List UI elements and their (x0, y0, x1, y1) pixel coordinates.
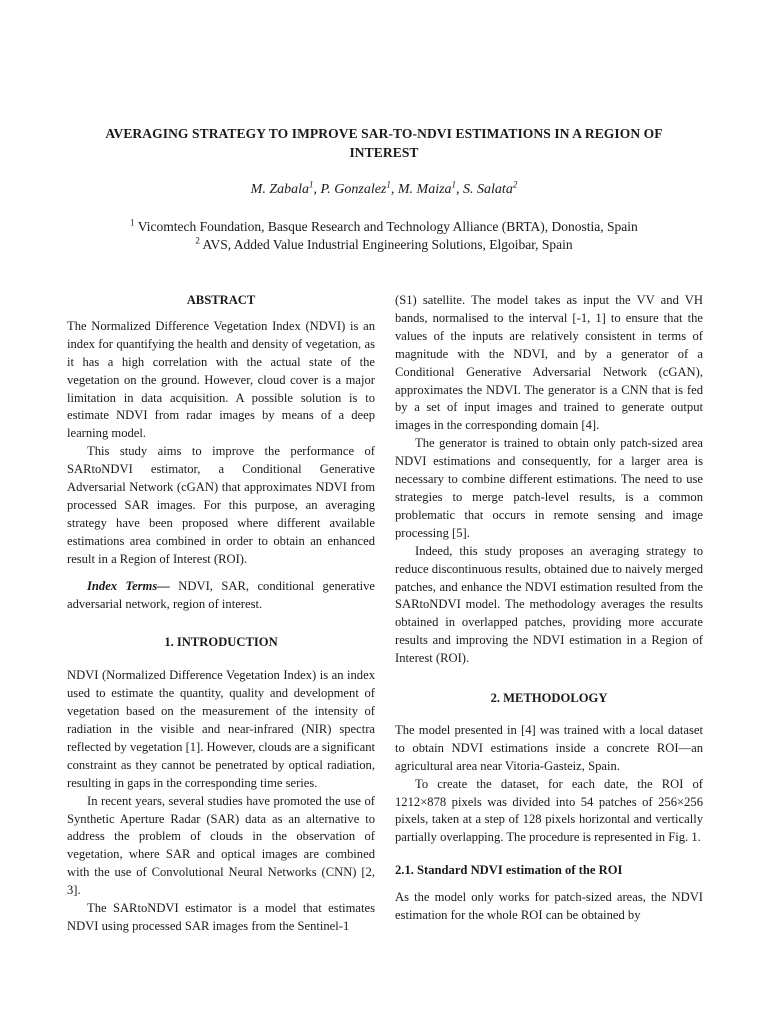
methodology-paragraph-2: To create the dataset, for each date, the ROI of 1212×878 pixels was divided into 54 patches of 256×256 pixels, taken at a step of 128 pixels horizontal and vertically partially overlapping. The procedure is represented in Fig. 1. (395, 776, 703, 845)
author: M. Maiza$^1$, (397, 179, 464, 197)
introduction-heading: 1. INTRODUCTION (164, 635, 278, 650)
left-column (67, 292, 375, 936)
affiliation-list (60, 218, 708, 254)
abstract-heading: ABSTRACT (186, 293, 256, 307)
author: M. Zabala$^1$, (250, 179, 321, 197)
right-column (395, 292, 703, 925)
abstract-paragraph-1: The Normalized Difference Vegetation Index (NDVI) is an index for quantifying the health and density of vegetation, as it has a high correlation with the actual state of the vegetation on the ground. However, cloud cover is a major limitation in data acquisition. A possible solution is to estimate NDVI from radar images by means of a deep learning model. (67, 318, 375, 441)
methodology-paragraph-1: The model presented in [4] was trained with a local dataset to obtain NDVI estimations inside a concrete ROI—an agricultural area near Vitoria-Gasteiz, Spain. (395, 722, 703, 773)
author: S. Salata$^2$ (463, 179, 518, 197)
paper-title-line-1: AVERAGING STRATEGY TO IMPROVE SAR-TO-NDVI ESTIMATIONS IN A REGION OF (105, 126, 663, 141)
introduction-paragraph-4: (S1) satellite. The model takes as input the VV and VH bands, normalised to the interval [-1, 1] to ensure that the values of the inputs are relatively consistent in terms of magnitude with the NDVI, and by a generator of a Conditional Generative Adversarial Network (cGAN), approximates the NDVI. The generator is a CNN that is fed by a set of input images and trained to generate output images in the corresponding domain [4]. (395, 293, 703, 433)
index-terms-text: NDVI, SAR, conditional generative adversarial network, region of interest. (67, 578, 376, 611)
author-list (60, 181, 708, 199)
affiliation-1: $^1$ Vicomtech Foundation, Basque Research and Technology Alliance (BRTA), Donostia, Spain (130, 217, 638, 234)
introduction-paragraph-2: In recent years, several studies have promoted the use of Synthetic Aperture Radar (SAR) data as an alternative to address the problem of clouds in the observation of vegetation, where SAR and optical images are combined with the use of Convolutional Neural Networks (CNN) [2, 3]. (67, 793, 375, 898)
methodology-heading: 2. METHODOLOGY (490, 691, 608, 706)
paper-title (60, 124, 708, 162)
methodology-paragraph-3: As the model only works for patch-sized areas, the NDVI estimation for the whole ROI can be obtained by (395, 890, 703, 923)
introduction-paragraph-1: NDVI (Normalized Difference Vegetation Index) is an index used to estimate the quantity, quality and development of vegetation based on the measurement of the intensity of radiation in the visible and near-infrared (NIR) spectra reflected by vegetation [1]. However, clouds are a significant constraint as they cannot be penetrated by optical radiation, resulting in gaps in the corresponding time series. (67, 668, 375, 790)
abstract-paragraph-2: This study aims to improve the performance of SARtoNDVI estimator, a Conditional Generative Adversarial Network (cGAN) that approximates NDVI from processed SAR images. For this purpose, an averaging strategy have been proposed where different available estimations area combined in order to obtain an enhanced result in a Region of Interest (ROI). (67, 444, 375, 566)
subsection-heading: 2.1. Standard NDVI estimation of the ROI (395, 863, 623, 878)
index-terms-label: Index Terms— (87, 578, 170, 593)
author: P. Gonzalez$^1$, (320, 179, 398, 197)
index-terms (67, 578, 375, 614)
affiliation-2: $^2$ AVS, Added Value Industrial Engineering Solutions, Elgoibar, Spain (195, 235, 573, 252)
paper-title-line-2: INTEREST (349, 145, 419, 160)
introduction-paragraph-3: The SARtoNDVI estimator is a model that estimates NDVI using processed SAR images from the Sentinel-1 (67, 901, 375, 933)
introduction-paragraph-5: The generator is trained to obtain only patch-sized area NDVI estimations and consequently, for a larger area is necessary to combine different estimations. The need to use strategies to merge patch-level results, is a common problematic that occurs in remote sensing and image processing [5]. (395, 436, 703, 540)
introduction-paragraph-6: Indeed, this study proposes an averaging strategy to reduce discontinuous results, obtained due to naively merged patches, and enhance the NDVI estimation resulted from the SARtoNDVI model. The methodology averages the results obtained in overlapped patches, providing more accurate results and improving the NDVI estimation in a Region of Interest (ROI). (395, 543, 703, 666)
